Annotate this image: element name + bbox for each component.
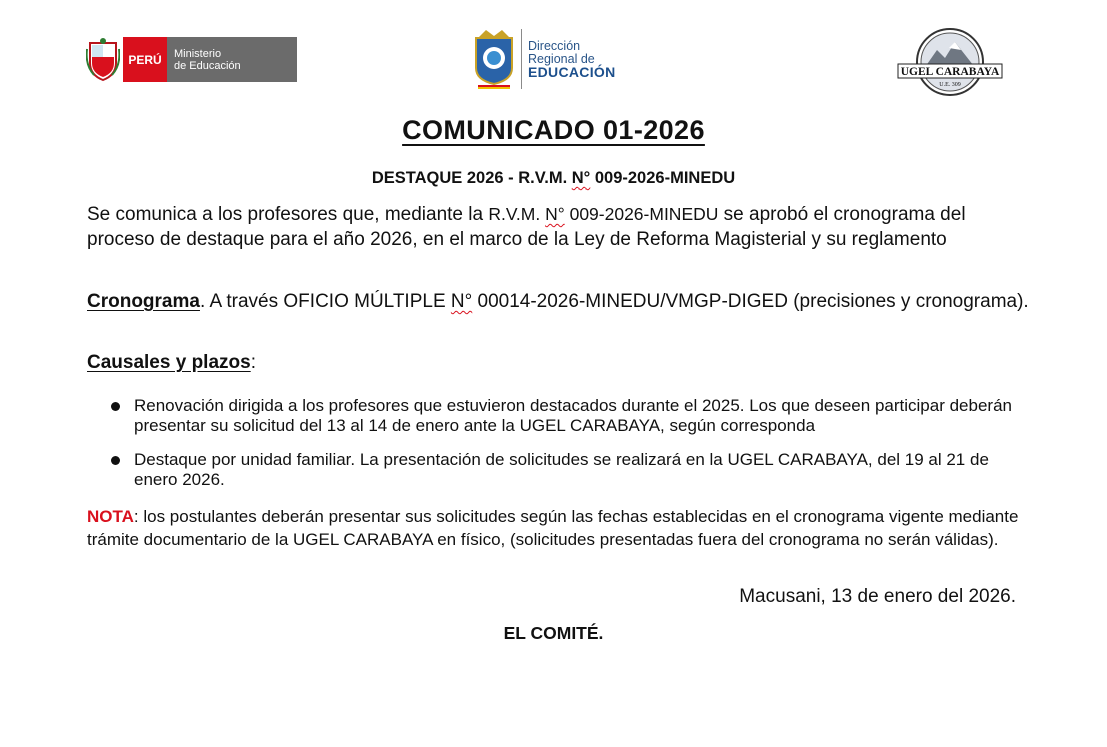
ugel-carabaya-logo	[897, 26, 1003, 100]
note-paragraph	[87, 505, 1032, 551]
ministry-line-1: Ministerio	[174, 47, 222, 60]
list-item	[87, 450, 1032, 490]
signature: EL COMITÉ.	[503, 623, 604, 643]
dre-logo	[472, 27, 615, 91]
causes-colon: :	[250, 352, 256, 373]
subtitle-pre: DESTAQUE 2026 - R.V.M.	[371, 169, 572, 187]
document-title	[0, 115, 1107, 146]
dre-line-1: Dirección	[528, 38, 581, 53]
intro-paragraph	[87, 202, 1032, 252]
document-subtitle	[0, 169, 1107, 188]
intro-post: se aprobó el cronograma del proceso de destaque para el año 2026, en el marco de la Ley de Reforma Magisterial y su reglamento	[87, 204, 966, 250]
schedule-label: Cronograma	[87, 291, 200, 312]
note-label: NOTA	[87, 507, 134, 526]
subtitle-post: 009-2026-MINEDU	[590, 169, 736, 187]
ministry-line-2: de Educación	[174, 59, 241, 72]
ugel-name: UGEL CARABAYA	[900, 66, 1000, 78]
ugel-code: U.E. 309	[939, 82, 961, 88]
peru-coat-of-arms-icon	[86, 37, 120, 82]
list-item-text: Renovación dirigida a los profesores que estuvieron destacados durante el 2025. Los que deseen participar deberán presentar su solicitud del 13 al 14 de enero ante la UGEL CARABAYA, según corresponda	[134, 396, 1012, 435]
list-item-text: Destaque por unidad familiar. La presentación de solicitudes se realizará en la UGEL CARABAYA, del 19 al 21 de enero 2026.	[134, 450, 989, 489]
schedule-paragraph	[87, 289, 1032, 314]
note-text: : los postulantes deberán presentar sus solicitudes según las fechas establecidas en el cronograma vigente mediante trámite documentario de la UGEL CARABAYA en físico, (solicitudes presentadas fuera del cronograma no serán válidas).	[87, 507, 1019, 549]
dre-line-2: Regional de	[528, 51, 595, 66]
causes-list	[87, 396, 1032, 504]
bullet-icon	[111, 402, 120, 411]
subtitle-number-sign: N°	[571, 169, 591, 187]
minedu-logo	[86, 37, 297, 82]
causes-heading	[87, 350, 1032, 375]
dre-divider	[521, 29, 522, 89]
schedule-pre: . A través OFICIO MÚLTIPLE	[199, 291, 451, 312]
bullet-icon	[111, 456, 120, 465]
peru-label: PERÚ	[123, 37, 167, 82]
intro-rvm-pre: R.V.M.	[488, 204, 546, 224]
dre-puno-emblem-icon	[472, 28, 516, 90]
schedule-post: 00014-2026-MINEDU/VMGP-DIGED (precisiones y cronograma).	[472, 291, 1029, 312]
schedule-number-sign: N°	[450, 291, 473, 312]
ministry-label	[167, 37, 297, 82]
causes-label: Causales y plazos	[87, 352, 251, 373]
dre-label	[528, 40, 615, 79]
intro-rvm-post: 009-2026-MINEDU	[564, 204, 719, 224]
intro-rvm-number-sign: N°	[545, 204, 565, 224]
document-date: Macusani, 13 de enero del 2026.	[739, 586, 1016, 607]
list-item	[87, 396, 1032, 436]
dre-line-3: EDUCACIÓN	[528, 63, 616, 80]
title-text: COMUNICADO 01-2026	[402, 115, 705, 145]
intro-pre: Se comunica a los profesores que, mediante la	[87, 204, 489, 225]
